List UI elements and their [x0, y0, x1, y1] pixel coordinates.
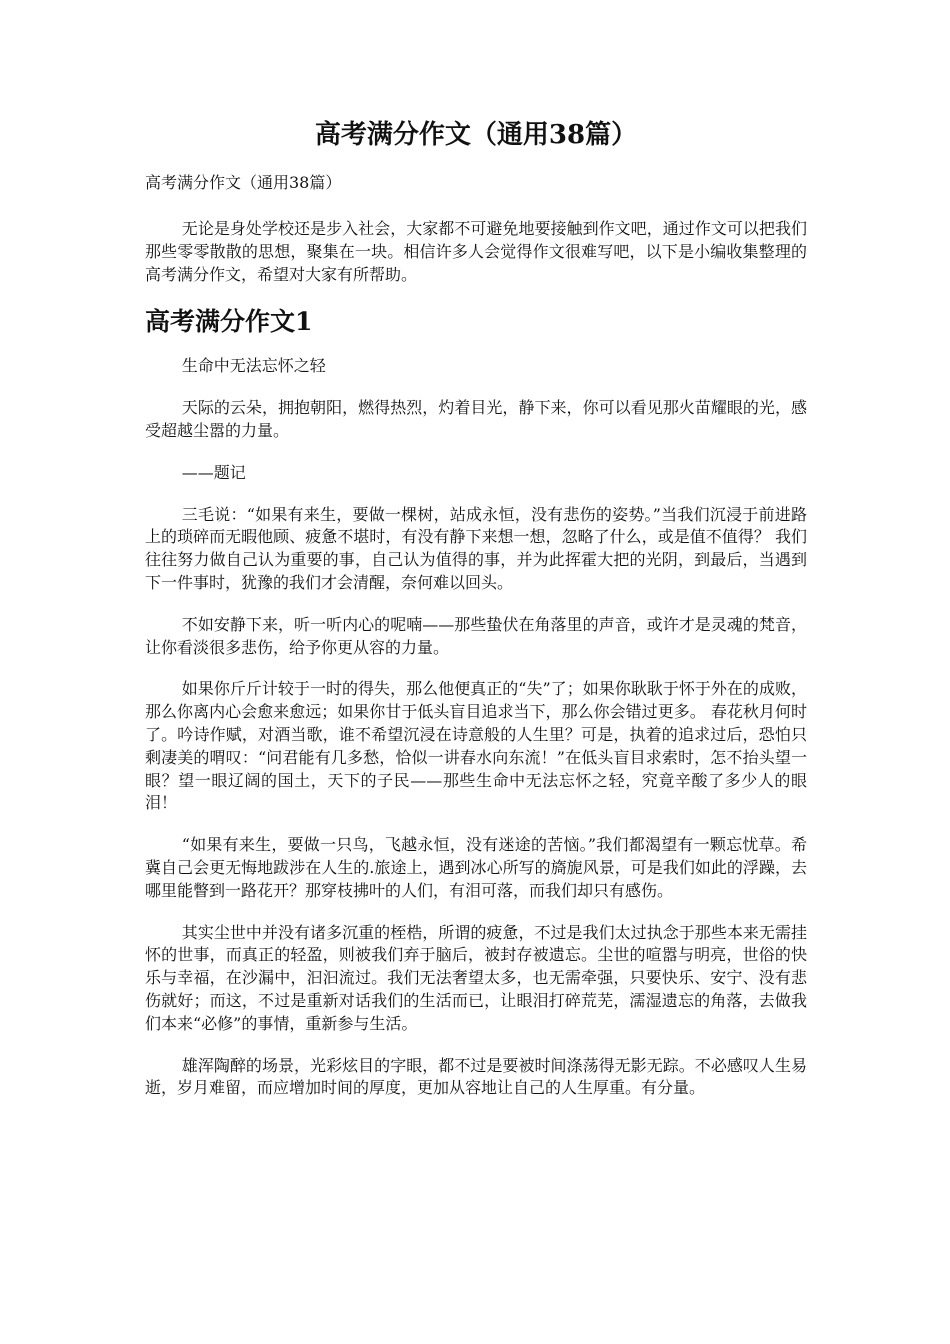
document-subtitle: 高考满分作文（通用38篇） [145, 173, 342, 192]
paragraph-closing: 雄浑陶醉的场景，光彩炫目的字眼，都不过是要被时间涤荡得无影无踪。不必感叹人生易逝，岁月难留，而应增加时间的厚度，更加从容地让自己的人生厚重。有分量。 [145, 1055, 807, 1098]
paragraph-bird: “如果有来生，要做一只鸟，飞越永恒，没有迷途的苦恼。”我们都渴望有一颗忘忧草。希冀自己会更无悔地跋涉在人生的.旅途上，遇到冰心所写的旖旎风景，可是我们如此的浮躁，去哪里能瞥到一路花开？那穿枝拂叶的人们，有泪可落，而我们却只有感伤。 [145, 835, 807, 900]
paragraph-sanmao: 三毛说：“如果有来生，要做一棵树，站成永恒，没有悲伤的姿势。”当我们沉浸于前进路上的琐碎而无暇他顾、疲惫不堪时，有没有静下来想一想，忽略了什么，或是值不值得？ 我们往往努力做自己认为重要的事，自己认为值得的事，并为此挥霍大把的光阴，到最后，当遇到下一件事时，犹豫的我们才会清醒，奈何难以回头。 [145, 504, 807, 592]
document-body [145, 218, 807, 1119]
paragraph-epigraph-attribution: ——题记 [181, 462, 246, 482]
paragraph-gain-loss: 如果你斤斤计较于一时的得失，那么他便真正的“失”了；如果你耿耿于怀于外在的成败，那么你离内心会愈来愈远；如果你甘于低头盲目追求当下，那么你会错过更多。 春花秋月何时了。吟诗作赋，对酒当歌，谁不希望沉浸在诗意般的人生里？可是，执着的追求过后，恐怕只剩凄美的喟叹：“问君能有几多愁，恰似一讲春水向东流！”在低头盲目求索时，怎不抬头望一眼？望一眼辽阔的国土，天下的子民——那些生命中无法忘怀之轻，究竟辛酸了多少人的眼泪！ [145, 679, 807, 813]
paragraph-burden: 其实尘世中并没有诸多沉重的桎梏，所谓的疲惫，不过是我们太过执念于那些本来无需挂怀的世事，而真正的轻盈，则被我们弃于脑后，被封存被遗忘。尘世的喧嚣与明亮，世俗的快乐与幸福，在沙漏中，汩汩流过。我们无法奢望太多，也无需牵强，只要快乐、安宁、没有悲伤就好；而这，不过是重新对话我们的生活而已，让眼泪打碎荒芜，濡湿遗忘的角落，去做我们本来“必修”的事情，重新参与生活。 [145, 922, 807, 1033]
paragraph-inner-voice: 不如安静下来，听一听内心的呢喃——那些蛰伏在角落里的声音，或许才是灵魂的梵音，让你看淡很多悲伤，给予你更从容的力量。 [145, 614, 807, 657]
document-title: 高考满分作文（通用38篇） [314, 120, 638, 150]
paragraph-epigraph: 天际的云朵，拥抱朝阳，燃得热烈，灼着目光，静下来，你可以看见那火苗耀眼的光，感受超越尘嚣的力量。 [145, 398, 807, 440]
section-heading: 高考满分作文1 [145, 307, 313, 337]
intro-paragraph: 无论是身处学校还是步入社会，大家都不可避免地要接触到作文吧，通过作文可以把我们那些零零散散的思想，聚集在一块。相信许多人会觉得作文很难写吧，以下是小编收集整理的高考满分作文，希望对大家有所帮助。 [145, 219, 807, 284]
essay-title: 生命中无法忘怀之轻 [181, 356, 326, 376]
